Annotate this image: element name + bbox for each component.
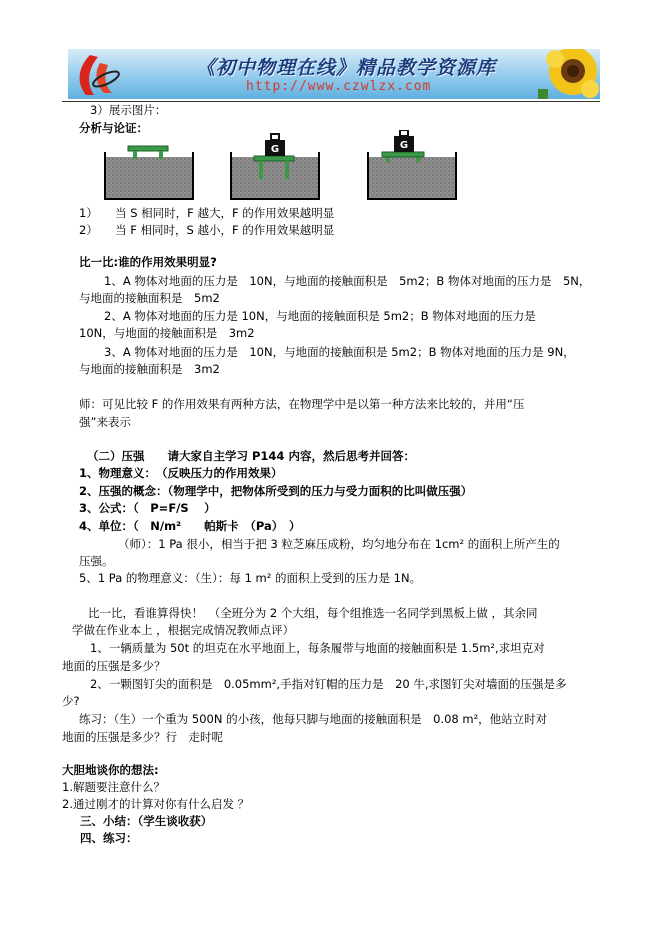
conclusion-2: 2） 当 F 相同时，S 越小，F 的作用效果越明显: [79, 223, 335, 237]
compare-item-3-cont: 与地面的接触面积是 3m2: [79, 362, 220, 376]
exercise: 练习：（生）一个重为 500N 的小孩，他每只脚与地面的接触面积是 0.08 m²，他站立时对: [79, 712, 548, 726]
compare-item-1-cont: 与地面的接触面积是 5m2: [79, 291, 220, 305]
quick-calc-intro: 比一比，看谁算得快！ （全班分为 2 个大组，每个组推选一名同学到黑板上做 ，其余同: [88, 606, 538, 620]
banner-title: 《初中物理在线》精品教学资源库: [196, 57, 497, 79]
container-1: [105, 146, 193, 199]
problem-1: 1、一辆质量为 50t 的坦克在水平地面上，每条履带与地面的接触面积是 1.5m²,求坦克对: [90, 641, 545, 655]
teacher-note-cont: 强”来表示: [79, 415, 131, 429]
quick-calc-intro-cont: 学做在作业本上 ，根据完成情况教师点评）: [72, 623, 295, 637]
problem-1-cont: 地面的压强是多少？: [62, 659, 166, 673]
compare-item-2: 2、A 物体对地面的压力是 10N，与地面的接触面积是 5m2；B 物体对地面的压力是: [104, 309, 536, 323]
pressure-concept: 2、压强的概念：（物理学中，把物体所受到的压力与受力面积的比叫做压强）: [79, 484, 473, 498]
pa-meaning: 5、1 Pa 的物理意义：（生）：每 1 m² 的面积上受到的压力是 1N。: [79, 571, 422, 585]
pressure-experiment-figure: [104, 130, 462, 200]
exercise-cont: 地面的压强是多少？行 走时呢: [62, 730, 223, 744]
compare-heading: 比一比:谁的作用效果明显?: [79, 255, 217, 269]
header-banner: [68, 49, 600, 99]
summary-heading: 三、小结：（学生谈收获）: [80, 814, 213, 828]
pressure-unit: 4、单位：（ N/m² 帕斯卡 （Pa） ）: [79, 519, 301, 533]
teacher-pa-note-cont: 压强。: [79, 554, 114, 568]
show-pictures-line: 3）展示图片：: [90, 103, 167, 117]
sunflower-image: [538, 49, 599, 99]
problem-2: 2、一颗图钉尖的面积是 0.05mm²,手指对钉帽的压力是 20 牛,求图钉尖对墙面的压强是多: [90, 677, 567, 691]
banner-url: http://www.czwlzx.com: [246, 79, 432, 94]
physical-meaning: 1、物理意义： （反映压力的作用效果）: [79, 466, 283, 480]
compare-item-1: 1、A 物体对地面的压力是 10N，与地面的接触面积是 5m2；B 物体对地面的压力是 5N，: [104, 274, 591, 288]
compare-item-3: 3、A 物体对地面的压力是 10N，与地面的接触面积是 5m2；B 物体对地面的压力是 9N，: [104, 345, 575, 359]
problem-2-cont: 少?: [62, 694, 80, 708]
share-idea-2: 2.通过刚才的计算对你有什么启发 ？: [62, 797, 250, 811]
practice-heading: 四、练习：: [80, 831, 138, 845]
compare-item-2-cont: 10N，与地面的接触面积是 3m2: [79, 326, 255, 340]
teacher-pa-note: （师）：1 Pa 很小，相当于把 3 粒芝麻压成粉，均匀地分布在 1cm² 的面积上所产生的: [118, 537, 560, 551]
site-logo: [80, 55, 121, 95]
weight-label-2: G: [399, 140, 409, 151]
container-2: [231, 134, 319, 199]
teacher-note: 师：可见比较 F 的作用效果有两种方法，在物理学中是以第一种方法来比较的，并用“压: [79, 397, 525, 411]
share-ideas-heading: 大胆地谈你的想法:: [62, 763, 159, 777]
weight-label-1: G: [270, 144, 280, 155]
share-idea-1: 1.解题要注意什么？: [62, 780, 165, 794]
pressure-formula: 3、公式：（ P=F/S ）: [79, 501, 216, 515]
conclusion-1: 1） 当 S 相同时，F 越大，F 的作用效果越明显: [79, 206, 335, 220]
container-3: [368, 130, 456, 199]
analysis-heading: 分析与论证：: [79, 121, 148, 135]
section-pressure-heading: （二）压强 请大家自主学习 P144 内容，然后思考并回答：: [87, 449, 415, 463]
